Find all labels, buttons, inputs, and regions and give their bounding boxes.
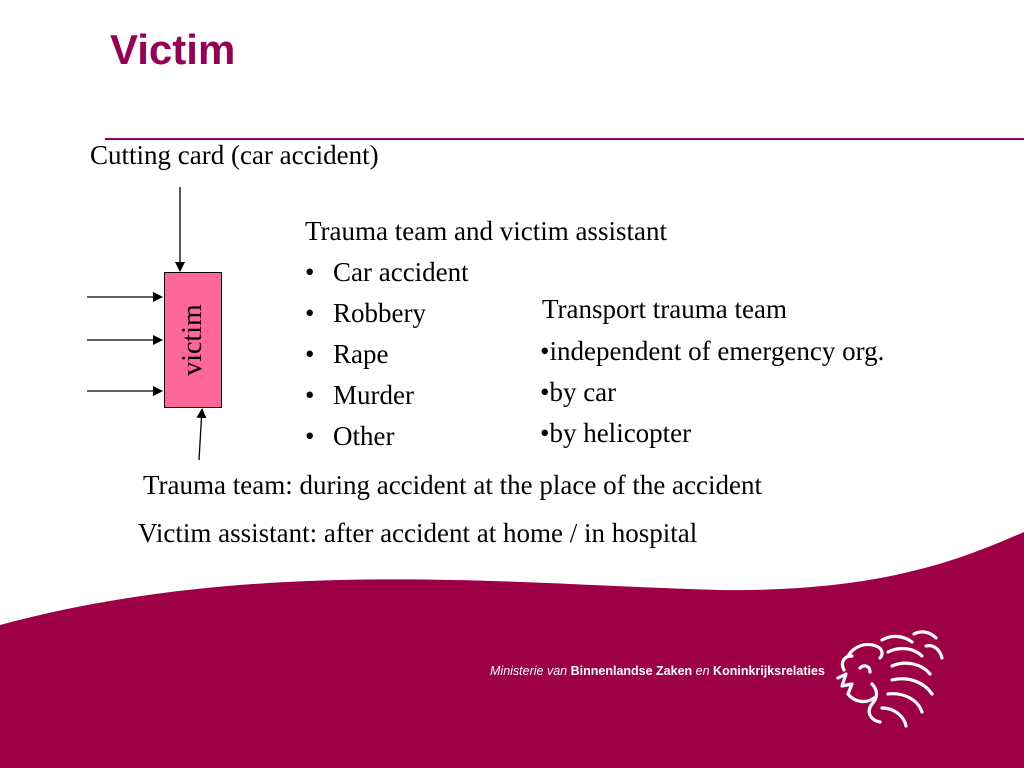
lion-logo-icon [826, 628, 946, 732]
list-item: •by car [540, 377, 617, 407]
list-item [305, 375, 469, 416]
list-item-text: Robbery [333, 298, 426, 328]
list-item: •independent of emergency org. [540, 336, 885, 366]
note-trauma-team: Trauma team: during accident at the place of the accident [143, 470, 762, 500]
trauma-team-heading: Trauma team and victim assistant [305, 216, 667, 246]
ministry-name-part1: Binnenlandse Zaken [570, 664, 693, 678]
list-item-text: Murder [333, 380, 414, 410]
list-item [305, 293, 469, 334]
note-victim-assistant: Victim assistant: after accident at home / in hospital [138, 518, 698, 548]
list-item [305, 252, 469, 293]
transport-heading: Transport trauma team [542, 294, 787, 324]
cutting-card-label: Cutting card (car accident) [90, 140, 379, 170]
list-item: •by helicopter [540, 418, 692, 448]
bullet: • [305, 421, 315, 451]
ministry-prefix: Ministerie van [490, 664, 568, 678]
trauma-list [305, 252, 469, 457]
victim-box [164, 272, 222, 408]
slide-title: Victim [110, 26, 236, 73]
list-item-text: Other [333, 421, 395, 451]
bullet: • [305, 339, 315, 369]
ministry-joiner: en [695, 664, 710, 678]
bullet: • [305, 380, 315, 410]
transport-list [540, 331, 884, 454]
ministry-name-part2: Koninkrijksrelaties [713, 664, 825, 678]
list-item-text: Rape [333, 339, 389, 369]
ministry-wordmark [490, 664, 825, 678]
list-item [305, 334, 469, 375]
list-item-text: Car accident [333, 257, 469, 287]
bullet: • [305, 298, 315, 328]
victim-box-label: victim [177, 304, 208, 376]
bullet: • [305, 257, 315, 287]
list-item [305, 416, 469, 457]
